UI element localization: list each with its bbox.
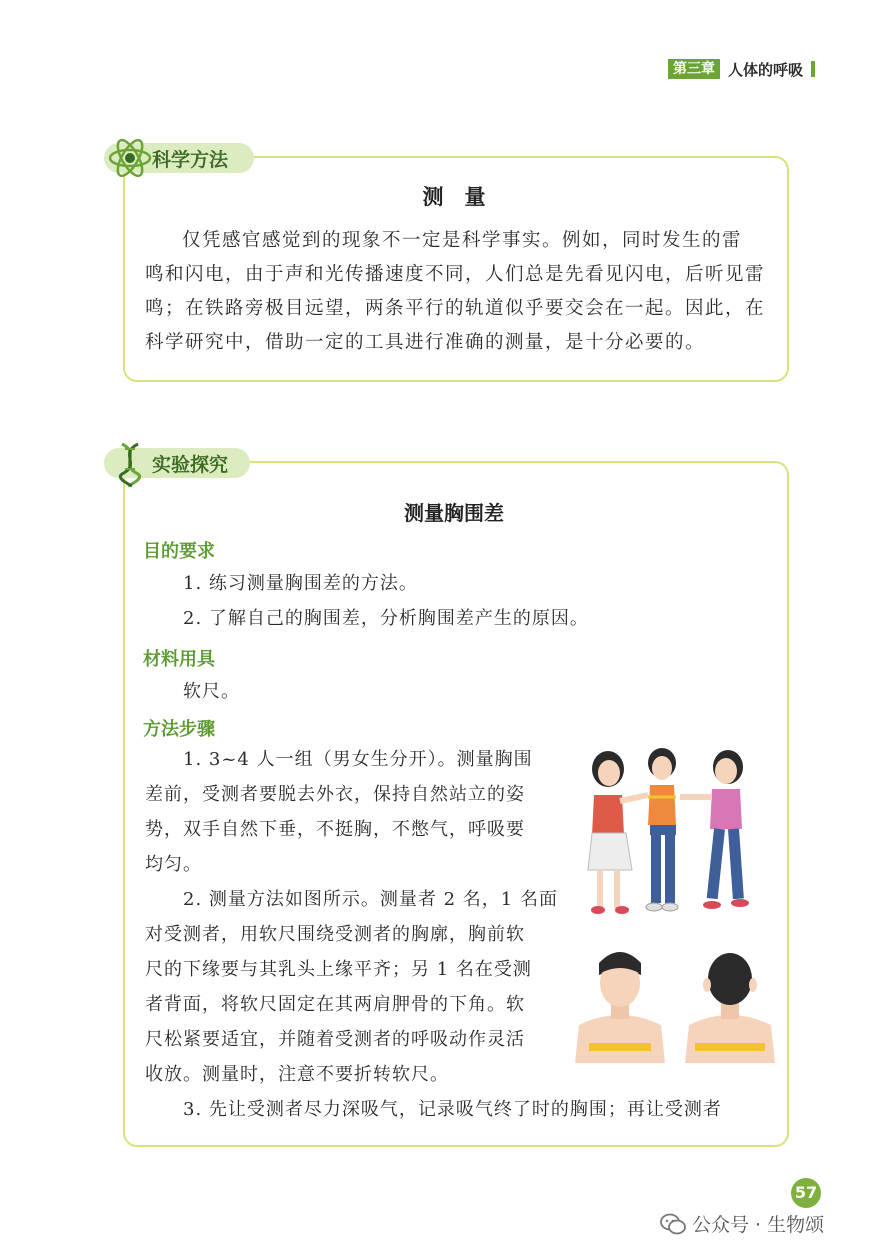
- section1-line: 鸣；在铁路旁极目远望，两条平行的轨道似乎要交会在一起。因此，在: [145, 298, 766, 319]
- section1-line: 仅凭感官感觉到的现象不一定是科学事实。例如，同时发生的雷: [182, 230, 743, 251]
- method-heading: 方法步骤: [143, 719, 215, 740]
- measurer-front-figure: [588, 751, 648, 914]
- science-method-tag: [104, 143, 254, 173]
- experiment-tag-label: 实验探究: [152, 453, 229, 476]
- purpose-item: 1. 练习测量胸围差的方法。: [183, 573, 418, 594]
- section1-line: 鸣和闪电，由于声和光传播速度不同，人们总是先看见闪电，后听见雷: [145, 264, 766, 285]
- section2-title: 测量胸围差: [404, 501, 504, 525]
- measurer-back-figure: [680, 750, 749, 909]
- dna-icon: [108, 438, 152, 488]
- subject-figure: [646, 748, 678, 911]
- watermark-text: 公众号 · 生物颂: [692, 1214, 825, 1236]
- step1-line: 均匀。: [145, 854, 202, 875]
- atom-icon: [108, 133, 152, 183]
- step2-line: 收放。测量时，注意不要折转软尺。: [145, 1064, 449, 1085]
- page-number: 57: [791, 1178, 821, 1208]
- step2-line: 对受测者，用软尺围绕受测者的胸廓，胸前软: [145, 924, 525, 945]
- science-method-tag-label: 科学方法: [152, 148, 229, 171]
- section1-line: 科学研究中，借助一定的工具进行准确的测量，是十分必要的。: [145, 332, 706, 353]
- chapter-label: 第三章: [668, 59, 720, 79]
- chest-front-illustration: [575, 945, 665, 1063]
- step2-line: 2. 测量方法如图所示。测量者 2 名，1 名面: [183, 889, 558, 910]
- experiment-tag: [104, 448, 250, 478]
- materials-text: 软尺。: [183, 681, 240, 702]
- step2-line: 尺的下缘要与其乳头上缘平齐；另 1 名在受测: [145, 959, 532, 980]
- purpose-heading: 目的要求: [143, 541, 215, 562]
- step1-line: 差前，受测者要脱去外衣，保持自然站立的姿: [145, 784, 525, 805]
- measuring-illustration: [580, 745, 760, 920]
- step2-line: 者背面，将软尺固定在其两肩胛骨的下角。软: [145, 994, 525, 1015]
- section1-body: [145, 224, 775, 360]
- step1-line: 1. 3~4 人一组（男女生分开）。测量胸围: [183, 749, 533, 770]
- materials-heading: 材料用具: [143, 649, 215, 670]
- step2-line: 尺松紧要适宜，并随着受测者的呼吸动作灵活: [145, 1029, 525, 1050]
- watermark: [660, 1210, 824, 1237]
- chapter-title: 人体的呼吸: [728, 60, 804, 79]
- chapter-header: [668, 59, 815, 79]
- wechat-icon: [660, 1213, 686, 1235]
- header-accent-bar: [811, 61, 815, 77]
- chest-back-illustration: [685, 945, 775, 1063]
- purpose-item: 2. 了解自己的胸围差，分析胸围差产生的原因。: [183, 608, 589, 629]
- step1-line: 势，双手自然下垂，不挺胸，不憋气，呼吸要: [145, 819, 525, 840]
- step3-line: 3. 先让受测者尽力深吸气，记录吸气终了时的胸围；再让受测者: [183, 1099, 722, 1120]
- section1-title: 测 量: [422, 185, 486, 209]
